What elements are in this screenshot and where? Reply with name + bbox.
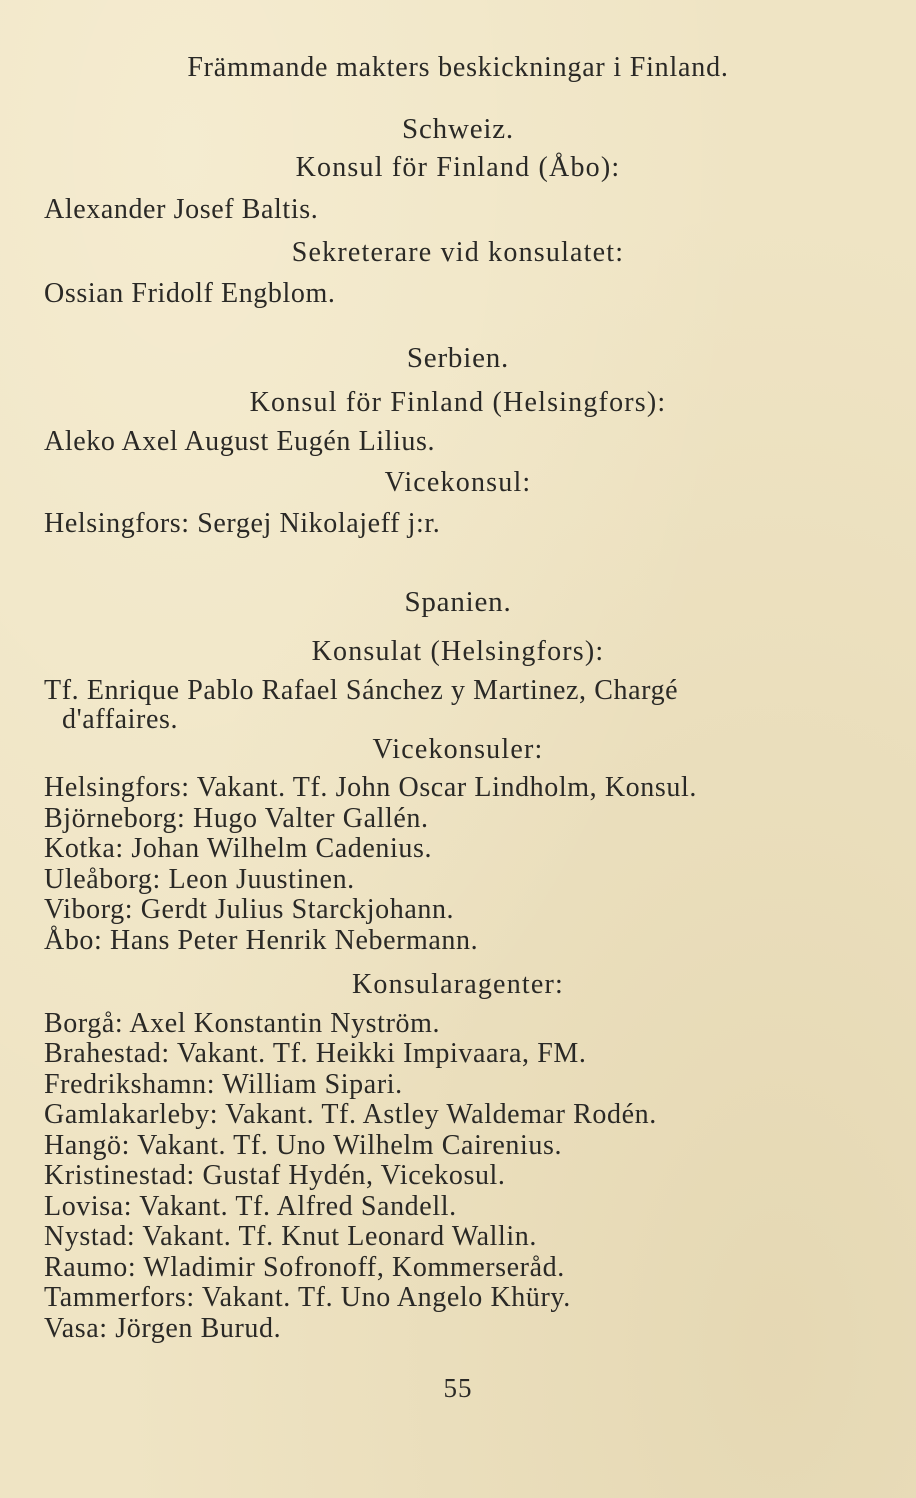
list-item: Vasa: Jörgen Burud.: [44, 1313, 282, 1344]
list-item: Fredrikshamn: William Sipari.: [44, 1069, 403, 1100]
list-item: Åbo: Hans Peter Henrik Nebermann.: [44, 925, 479, 956]
running-head: Främmande makters beskickningar i Finland.: [187, 52, 729, 83]
role-heading: Vicekonsul:: [384, 467, 532, 498]
entry-line: Alexander Josef Baltis.: [44, 194, 319, 225]
country-heading-serbien: Serbien.: [406, 342, 510, 374]
list-item: Viborg: Gerdt Julius Starckjohann.: [44, 894, 455, 925]
list-item: Tammerfors: Vakant. Tf. Uno Angelo Khüry.: [44, 1282, 571, 1313]
entry-line: Helsingfors: Sergej Nikolajeff j:r.: [44, 508, 441, 539]
list-item: Kristinestad: Gustaf Hydén, Vicekosul.: [44, 1160, 506, 1191]
role-heading: Konsul för Finland (Åbo):: [295, 152, 621, 183]
country-heading-schweiz: Schweiz.: [402, 113, 514, 145]
role-heading: Vicekonsuler:: [372, 734, 544, 765]
role-heading: Konsulat (Helsingfors):: [311, 636, 605, 667]
list-item: Borgå: Axel Konstantin Nyström.: [44, 1008, 441, 1039]
list-item: Nystad: Vakant. Tf. Knut Leonard Wallin.: [44, 1221, 537, 1252]
role-heading: Sekreterare vid konsulatet:: [291, 237, 625, 268]
list-item: Gamlakarleby: Vakant. Tf. Astley Waldemar Rodén.: [44, 1099, 657, 1130]
list-item: Hangö: Vakant. Tf. Uno Wilhelm Cairenius.: [44, 1130, 563, 1161]
list-item: Raumo: Wladimir Sofronoff, Kommerseråd.: [44, 1252, 565, 1283]
page-number: 55: [443, 1373, 473, 1403]
list-item: Lovisa: Vakant. Tf. Alfred Sandell.: [44, 1191, 457, 1222]
role-heading: Konsul för Finland (Helsingfors):: [249, 387, 667, 418]
list-item: Björneborg: Hugo Valter Gallén.: [44, 803, 429, 834]
role-heading: Konsularagenter:: [351, 969, 564, 1000]
entry-line-continuation: d'affaires.: [62, 704, 179, 735]
list-item: Brahestad: Vakant. Tf. Heikki Impivaara, FM.: [44, 1038, 587, 1069]
entry-line: Tf. Enrique Pablo Rafael Sánchez y Martinez, Chargé: [44, 675, 679, 706]
list-item: Helsingfors: Vakant. Tf. John Oscar Lindholm, Konsul.: [44, 772, 697, 803]
entry-line: Ossian Fridolf Engblom.: [44, 278, 336, 309]
list-item: Kotka: Johan Wilhelm Cadenius.: [44, 833, 433, 864]
list-item: Uleåborg: Leon Juustinen.: [44, 864, 355, 895]
country-heading-spanien: Spanien.: [404, 586, 512, 618]
entry-line: Aleko Axel August Eugén Lilius.: [44, 426, 436, 457]
